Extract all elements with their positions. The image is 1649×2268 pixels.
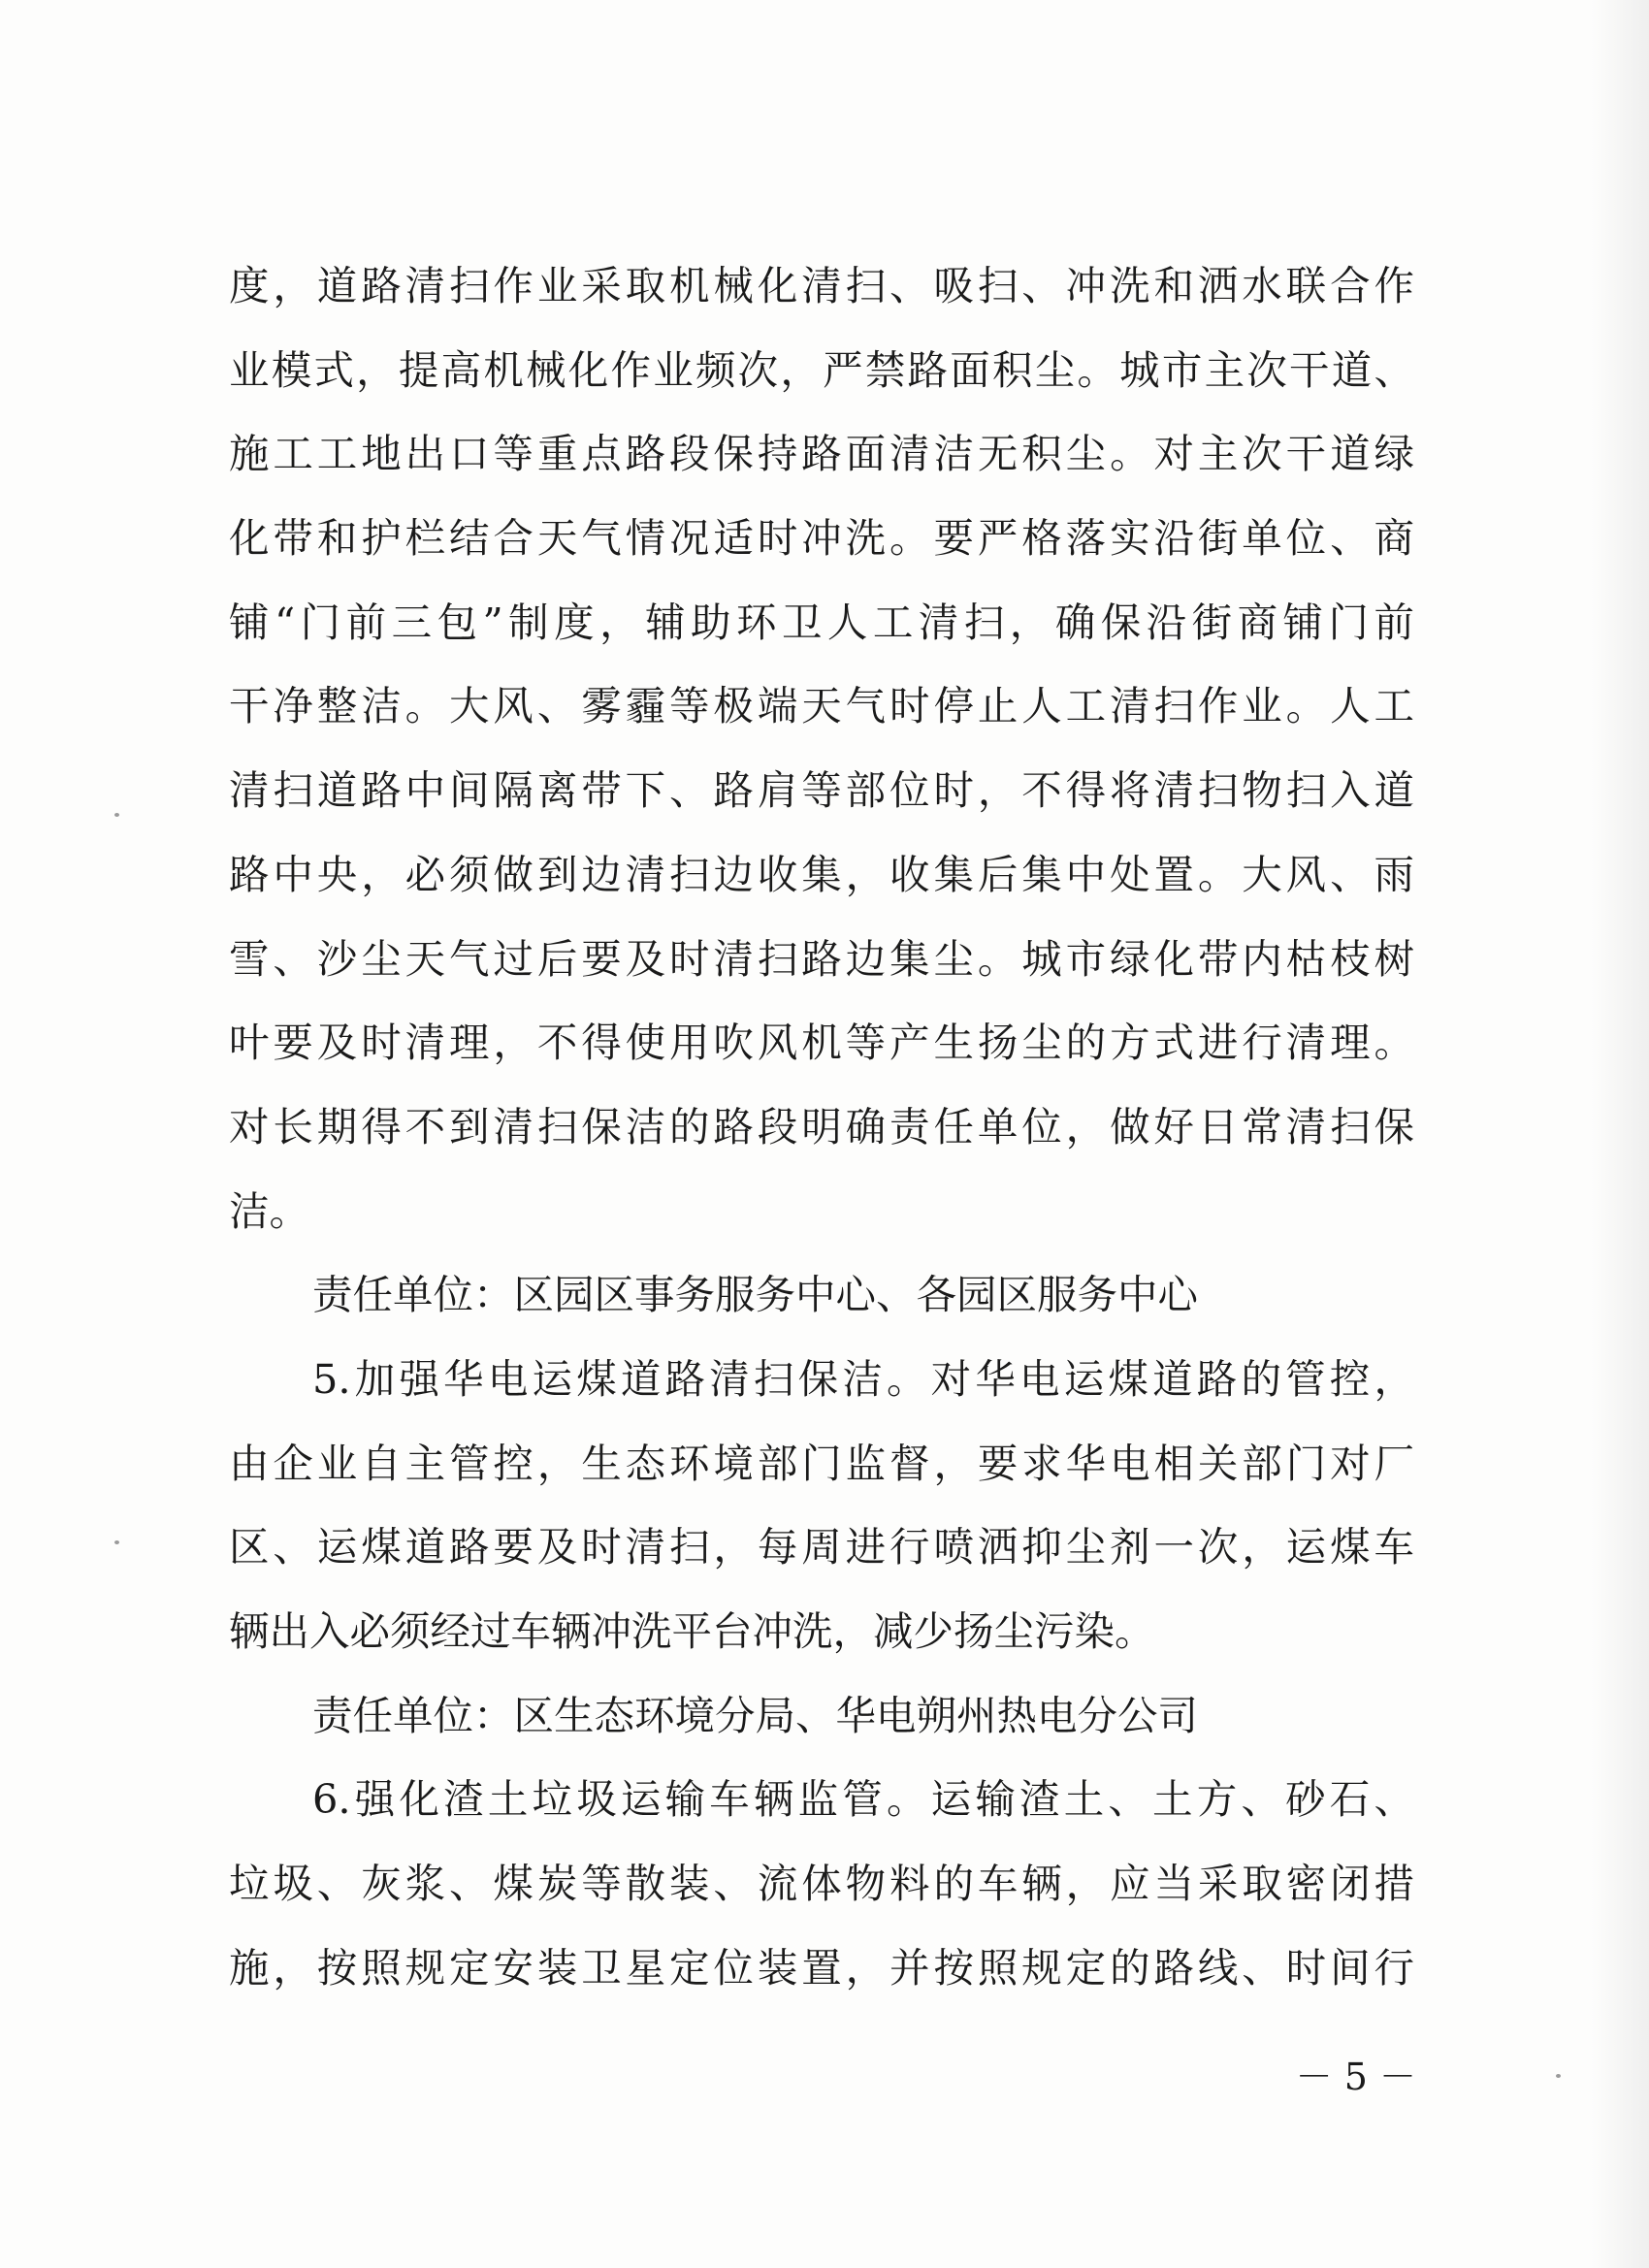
text-line: 施工工地出口等重点路段保持路面清洁无积尘。对主次干道绿: [229, 430, 1414, 478]
text-line: 业模式，提高机械化作业频次，严禁路面积尘。城市主次干道、: [229, 345, 1414, 394]
text-line: 干净整洁。大风、雾霾等极端天气时停止人工清扫作业。人工: [229, 682, 1414, 730]
text-line: 洁。: [229, 1186, 310, 1235]
responsible-unit-line: 责任单位：区生态环境分局、华电朔州热电分公司: [312, 1691, 1199, 1739]
text-line: 度，道路清扫作业采取机械化清扫、吸扫、冲洗和洒水联合作: [229, 262, 1414, 309]
scan-speck: [114, 1540, 119, 1544]
text-line: 路中央，必须做到边清扫边收集，收集后集中处置。大风、雨: [229, 850, 1414, 898]
text-line: 雪、沙尘天气过后要及时清扫路边集尘。城市绿化带内枯枝树: [229, 934, 1414, 983]
text-line: 化带和护栏结合天气情况适时冲洗。要严格落实沿街单位、商: [229, 514, 1414, 563]
text-line: 铺“门前三包”制度，辅助环卫人工清扫，确保沿街商铺门前: [229, 598, 1414, 646]
text-line: 清扫道路中间隔离带下、路肩等部位时，不得将清扫物扫入道: [229, 766, 1414, 815]
body-text: [229, 244, 1414, 2010]
text-line: 由企业自主管控，生态环境部门监督，要求华电相关部门对厂: [229, 1439, 1414, 1487]
text-line: 辆出入必须经过车辆冲洗平台冲洗，减少扬尘污染。: [229, 1607, 1155, 1655]
text-line: 对长期得不到清扫保洁的路段明确责任单位，做好日常清扫保: [229, 1102, 1414, 1150]
scan-speck: [1556, 2074, 1561, 2078]
text-line: 区、运煤道路要及时清扫，每周进行喷洒抑尘剂一次，运煤车: [229, 1523, 1414, 1571]
scan-shadow: [1591, 0, 1649, 2268]
page-number: － 5 －: [1295, 2056, 1416, 2098]
text-line: 叶要及时清理，不得使用吹风机等产生扬尘的方式进行清理。: [229, 1019, 1414, 1067]
responsible-unit-line: 责任单位：区园区事务服务中心、各园区服务中心: [312, 1271, 1199, 1319]
text-line: 施，按照规定安装卫星定位装置，并按照规定的路线、时间行: [229, 1943, 1414, 1992]
scan-speck: [114, 813, 119, 817]
text-line: 垃圾、灰浆、煤炭等散装、流体物料的车辆，应当采取密闭措: [229, 1860, 1414, 1908]
section-heading-line: 6.强化渣土垃圾运输车辆监管。运输渣土、土方、砂石、: [312, 1775, 1414, 1824]
section-heading-line: 5.加强华电运煤道路清扫保洁。对华电运煤道路的管控，: [312, 1354, 1414, 1403]
